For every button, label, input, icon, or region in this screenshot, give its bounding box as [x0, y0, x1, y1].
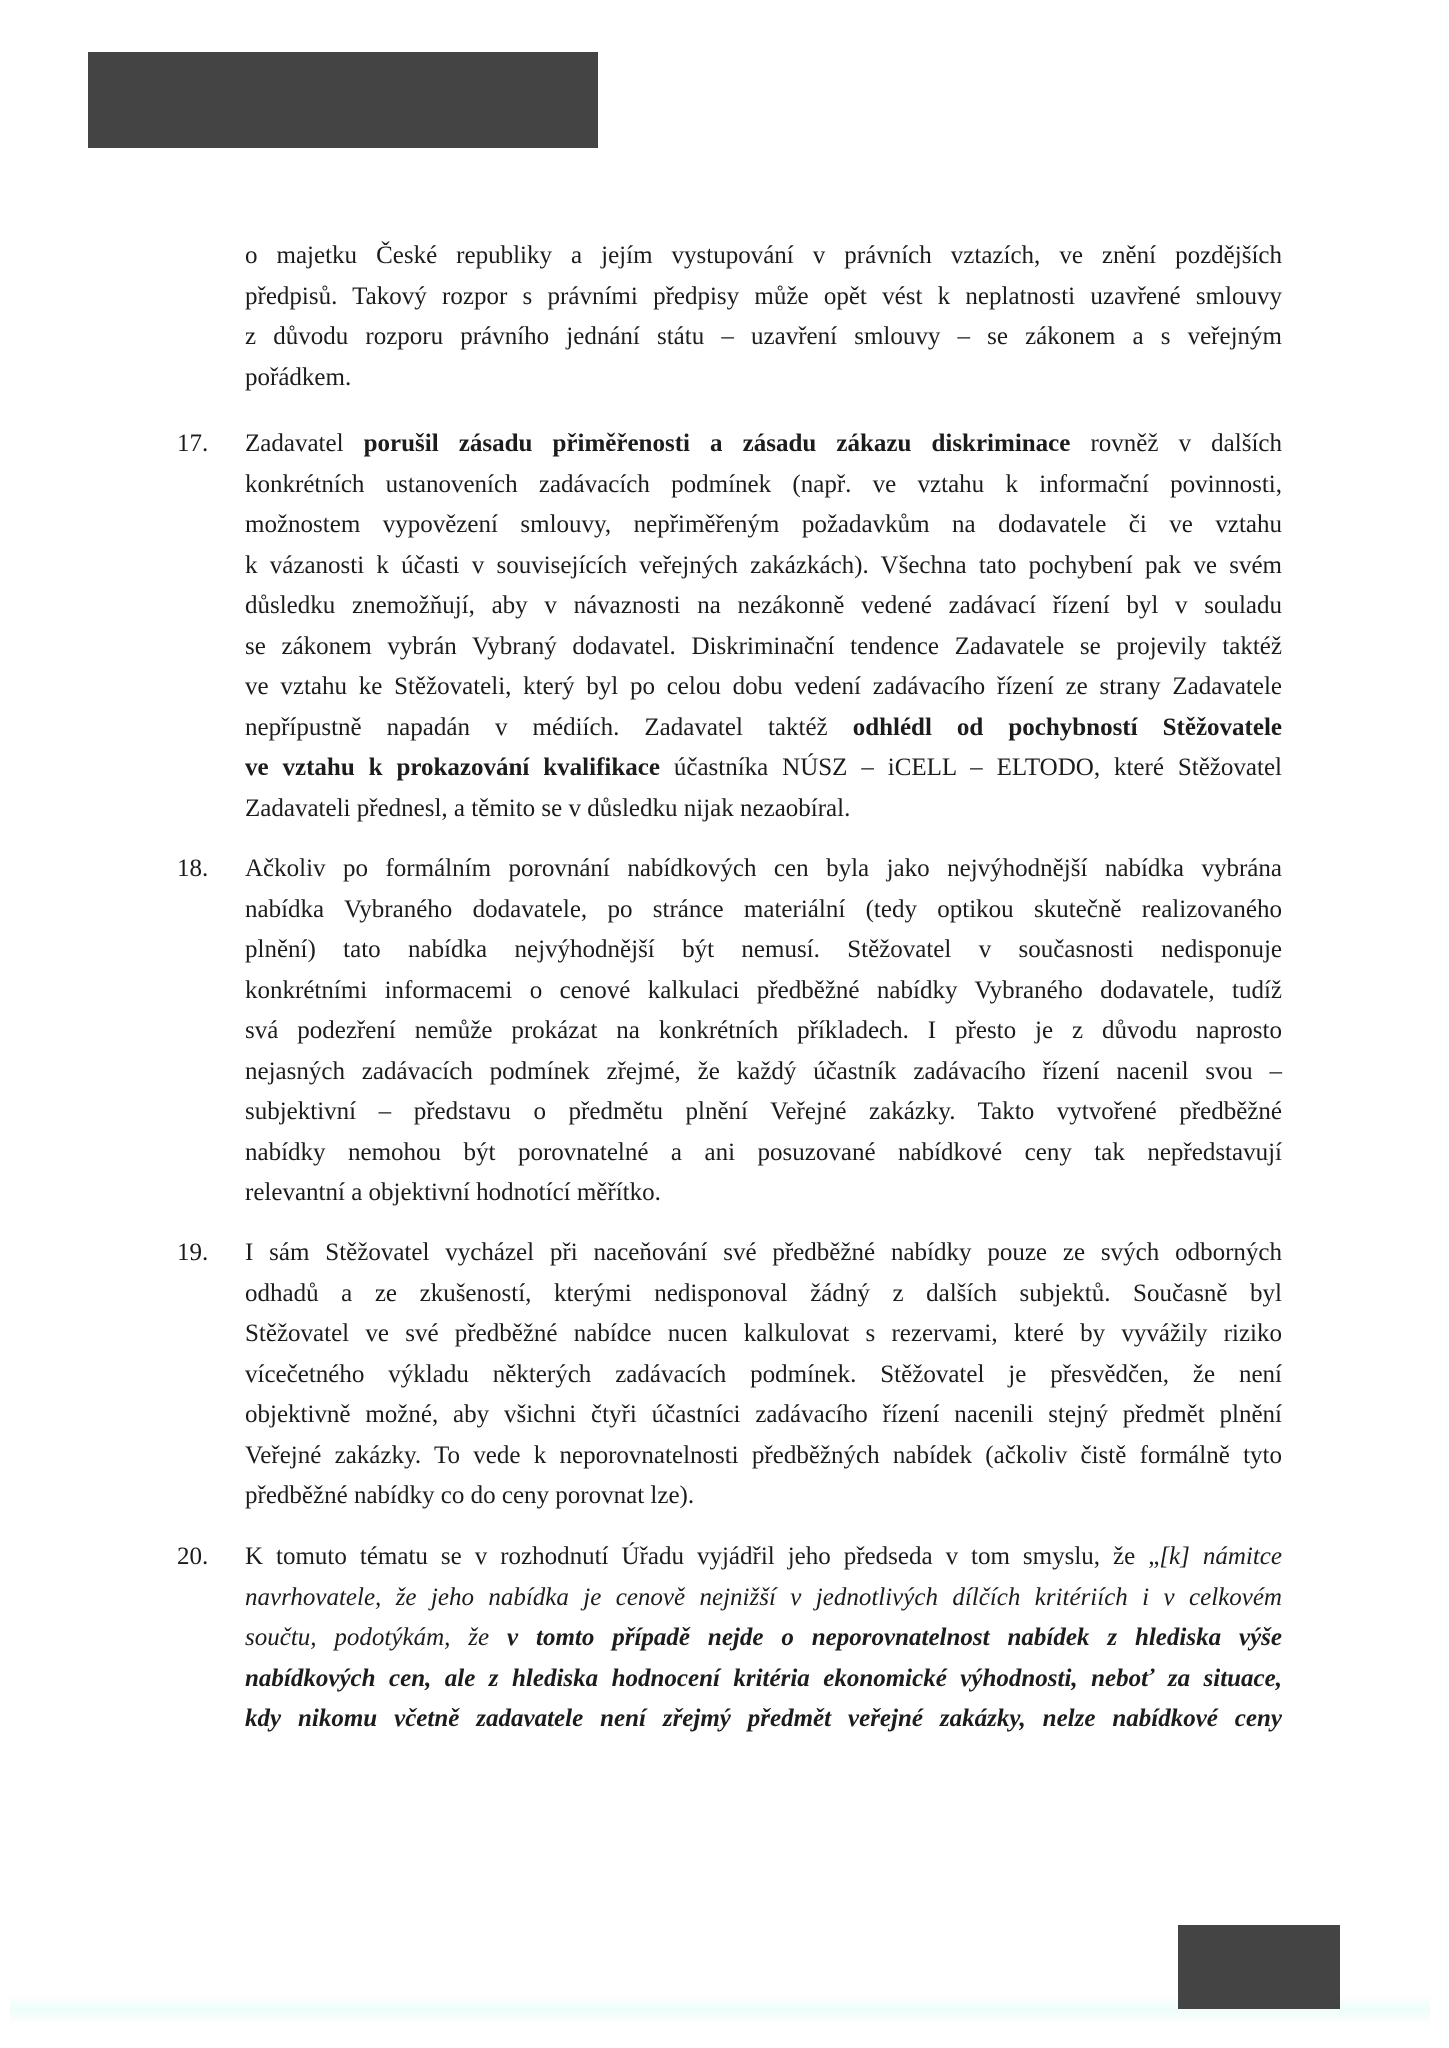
- text-segment: I sám Stěžovatel vycházel při naceňování své předběžné nabídky pouze ze svých odborných: [245, 1239, 1282, 1266]
- text-segment: předpisů. Takový rozpor s právními předpisy může opět vést k neplatnosti uzavřené smlouvy: [245, 282, 1282, 310]
- emphasized-text: odhlédl od pochybností Stěžovatele: [852, 713, 1283, 741]
- text-segment: k vázanosti k účasti v souvisejících veřejných zakázkách). Všechna tato pochybení pak ve svém: [245, 551, 1282, 579]
- text-line: [245, 1699, 1282, 1740]
- text-line: [245, 1578, 1282, 1619]
- text-line: [245, 424, 1282, 465]
- text-line: [245, 1173, 1282, 1214]
- text-line: [245, 586, 1282, 627]
- paragraph-17: [177, 424, 1283, 829]
- text-line: [245, 849, 1282, 890]
- text-line: [245, 789, 1282, 830]
- text-line: [245, 627, 1282, 668]
- paragraph-text: [245, 849, 1282, 1214]
- redaction-block-bottom: [1178, 1925, 1340, 2009]
- text-line: [245, 708, 1282, 749]
- text-line: [245, 317, 1282, 358]
- paragraph-number: 18.: [177, 855, 209, 882]
- text-line: [245, 1133, 1282, 1174]
- text-line: [245, 890, 1282, 931]
- text-segment: nabídka Vybraného dodavatele, po stránce materiální (tedy optikou skutečně realizovaného: [245, 895, 1282, 923]
- paragraph-text: [245, 424, 1282, 829]
- text-segment: rovněž v dalších: [1070, 430, 1282, 457]
- quoted-text: součtu, podotýkám, že: [245, 1624, 507, 1651]
- text-segment: Zadavatel: [245, 430, 364, 457]
- text-segment: plnění) tato nabídka nejvýhodnější být nemusí. Stěžovatel v současnosti nedisponuje: [245, 936, 1282, 963]
- text-segment: předběžné nabídky co do ceny porovnat lze).: [245, 1482, 695, 1509]
- text-line: [245, 277, 1282, 318]
- text-line: [245, 1274, 1282, 1315]
- text-segment: pořádkem.: [245, 363, 352, 391]
- text-segment: relevantní a objektivní hodnotící měřítko.: [245, 1179, 661, 1206]
- text-segment: Veřejné zakázky. To vede k neporovnatelnosti předběžných nabídek (ačkoliv čistě formálně tyto: [245, 1441, 1282, 1469]
- text-segment: z důvodu rozporu právního jednání státu – uzavření smlouvy – se zákonem a s veřejným: [245, 323, 1282, 350]
- emphasized-text: porušil zásadu přiměřenosti a zásadu zákazu diskriminace: [363, 430, 1071, 457]
- paragraph-number: 19.: [177, 1239, 209, 1266]
- text-line: [245, 930, 1282, 971]
- text-line: [245, 236, 1282, 277]
- text-line: [245, 465, 1282, 506]
- paragraph-20: [177, 1537, 1282, 1740]
- quoted-text: navrhovatele, že jeho nabídka je cenově nejnižší v jednotlivých dílčích kritériích i v celkovém: [245, 1583, 1282, 1611]
- text-line: [245, 1395, 1282, 1436]
- text-segment: odhadů a ze zkušeností, kterými nedisponoval žádný z dalších subjektů. Současně byl: [245, 1279, 1282, 1307]
- text-line: [245, 1476, 1282, 1517]
- text-line: [245, 358, 1282, 399]
- paragraph-text: [245, 1233, 1282, 1517]
- text-segment: K tomuto tématu se v rozhodnutí Úřadu vyjádřil jeho předseda v tom smyslu, že „: [245, 1543, 1160, 1570]
- text-segment: o majetku České republiky a jejím vystupování v právních vztazích, ve znění pozdějších: [245, 242, 1282, 269]
- text-line: [245, 1618, 1282, 1659]
- text-line: [245, 1659, 1282, 1700]
- text-line: [245, 1233, 1282, 1274]
- text-segment: Stěžovatel ve své předběžné nabídce nucen kalkulovat s rezervami, které by vyvážily riziko: [245, 1320, 1282, 1347]
- text-segment: nepřípustně napadán v médiích. Zadavatel taktéž: [245, 713, 853, 741]
- paragraph-16-continuation: [245, 236, 1282, 398]
- paragraph-number: 17.: [177, 430, 209, 457]
- emphasized-text: nabídkových cen, ale z hlediska hodnocení kritéria ekonomické výhodnosti, neboť za situace,: [245, 1664, 1282, 1692]
- paragraph-18: [177, 849, 1282, 1214]
- text-segment: konkrétními informacemi o cenové kalkulaci předběžné nabídky Vybraného dodavatele, tudíž: [245, 976, 1282, 1004]
- redaction-block-top: [88, 52, 598, 148]
- text-segment: Zadavateli přednesl, a těmito se v důsledku nijak nezaobíral.: [245, 794, 851, 822]
- text-segment: Ačkoliv po formálním porovnání nabídkových cen byla jako nejvýhodnější nabídka vybrána: [245, 855, 1282, 882]
- quoted-text: [k] námitce: [1159, 1543, 1282, 1570]
- emphasized-text: ve vztahu k prokazování kvalifikace: [245, 754, 660, 781]
- text-line: [245, 1436, 1282, 1477]
- text-line: [245, 1052, 1282, 1093]
- text-segment: ve vztahu ke Stěžovateli, který byl po celou dobu vedení zadávacího řízení ze strany Zadavatele: [245, 673, 1282, 700]
- text-segment: se zákonem vybrán Vybraný dodavatel. Diskriminační tendence Zadavatele se projevily taktéž: [245, 632, 1282, 660]
- text-line: [245, 1314, 1282, 1355]
- text-segment: důsledku znemožňují, aby v návaznosti na nezákonně vedené zadávací řízení byl v souladu: [245, 592, 1282, 619]
- text-segment: subjektivní – představu o předmětu plnění Veřejné zakázky. Takto vytvořené předběžné: [245, 1098, 1282, 1125]
- text-segment: účastníka NÚSZ – iCELL – ELTODO, které Stěžovatel: [659, 754, 1282, 781]
- paragraph-text: [245, 1537, 1282, 1740]
- text-line: [245, 667, 1282, 708]
- emphasized-text: kdy nikomu včetně zadavatele není zřejmý předmět veřejné zakázky, nelze nabídkové ceny: [245, 1705, 1282, 1732]
- text-segment: nejasných zadávacích podmínek zřejmé, že každý účastník zadávacího řízení nacenil svou –: [245, 1057, 1282, 1085]
- text-line: [245, 546, 1282, 587]
- text-segment: konkrétních ustanoveních zadávacích podmínek (např. ve vztahu k informační povinnosti,: [245, 470, 1282, 498]
- text-segment: možnostem vypovězení smlouvy, nepřiměřeným požadavkům na dodavatele či ve vztahu: [245, 511, 1282, 538]
- emphasized-text: v tomto případě nejde o neporovnatelnost nabídek z hlediska výše: [507, 1624, 1282, 1651]
- text-line: [245, 971, 1282, 1012]
- text-segment: objektivně možné, aby všichni čtyři účastníci zadávacího řízení nacenili stejný předmět plnění: [245, 1401, 1282, 1428]
- paragraph-19: [177, 1233, 1282, 1517]
- text-segment: nabídky nemohou být porovnatelné a ani posuzované nabídkové ceny tak nepředstavují: [245, 1138, 1282, 1166]
- text-line: [245, 1011, 1282, 1052]
- text-line: [245, 1092, 1282, 1133]
- paragraph-text: [245, 236, 1282, 398]
- text-line: [245, 1537, 1282, 1578]
- text-line: [245, 748, 1282, 789]
- text-segment: svá podezření nemůže prokázat na konkrétních příkladech. I přesto je z důvodu naprosto: [245, 1017, 1282, 1044]
- paragraph-number: 20.: [177, 1543, 209, 1570]
- text-line: [245, 505, 1282, 546]
- text-segment: vícečetného výkladu některých zadávacích podmínek. Stěžovatel je přesvědčen, že není: [245, 1360, 1282, 1388]
- text-line: [245, 1355, 1282, 1396]
